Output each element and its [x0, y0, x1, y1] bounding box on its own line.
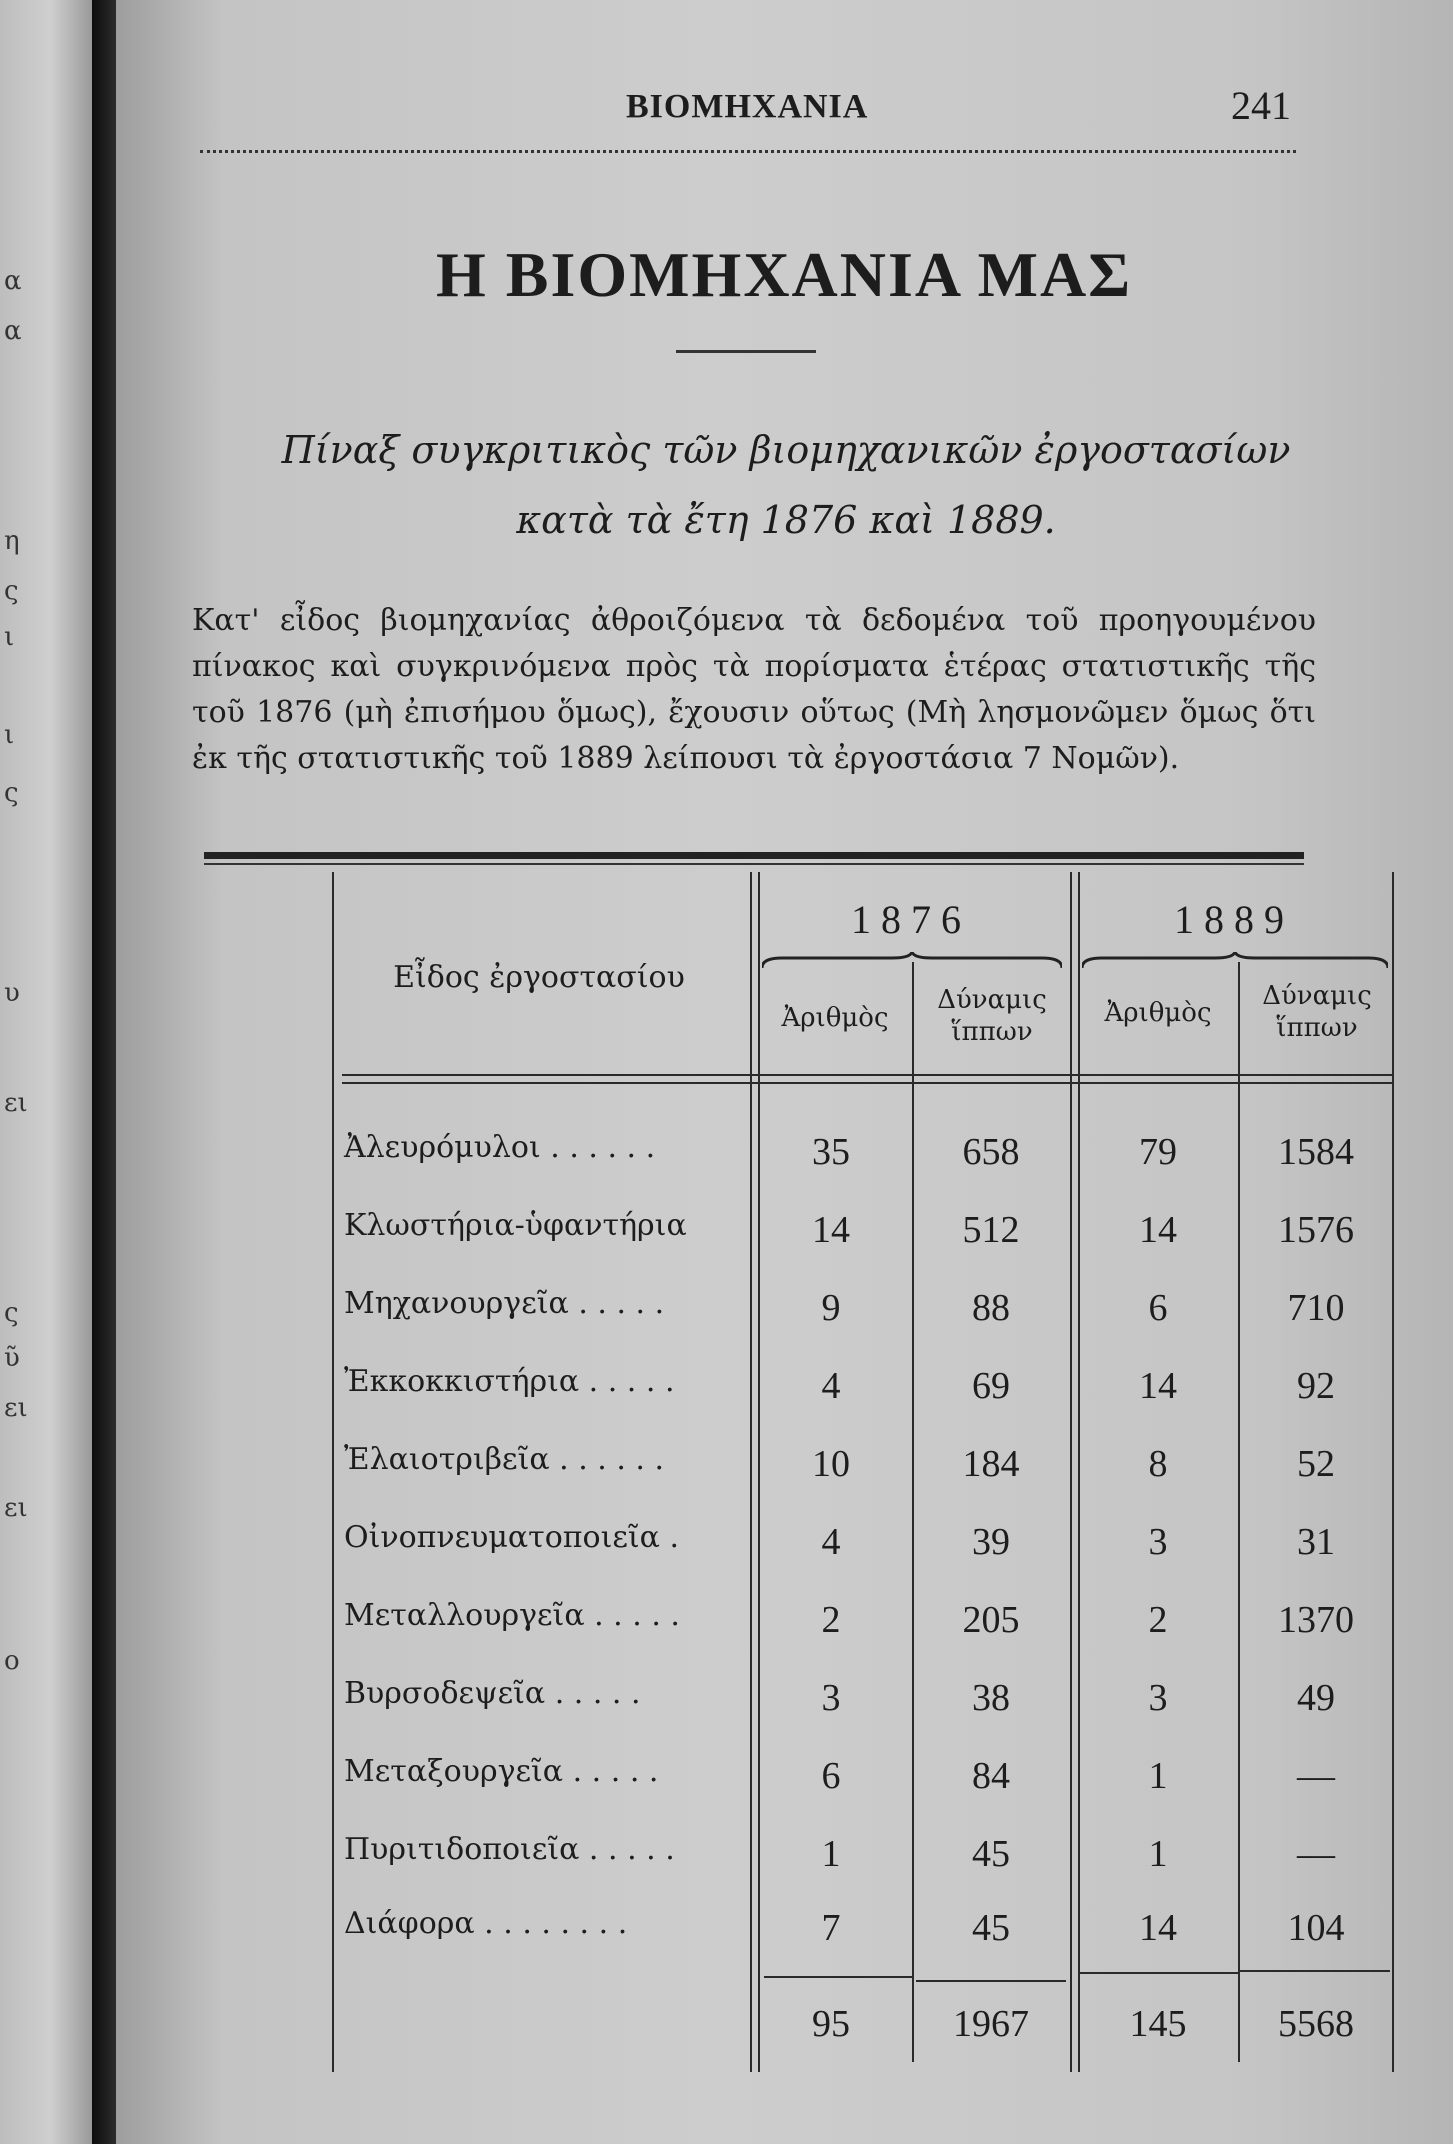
subheader-power-word: Δύναμις	[1262, 981, 1372, 1011]
column-header-1876: 1876	[851, 897, 971, 942]
margin-fragment: ς	[4, 778, 19, 808]
cell-power-1876: 512	[962, 1209, 1020, 1251]
cell-power-1889: 49	[1297, 1677, 1335, 1719]
row-label: Κλωστήρια-ὑφαντήρια	[344, 1208, 687, 1243]
cell-count-1889: 14	[1139, 1209, 1177, 1251]
previous-page-edge	[0, 0, 92, 2144]
margin-fragment: ῦ	[4, 1343, 20, 1373]
totals-rule	[764, 1976, 914, 1978]
cell-count-1876: 1	[821, 1833, 841, 1875]
subheader-power-1889	[1242, 980, 1392, 1044]
table-row	[204, 1754, 1335, 1814]
margin-fragment: ς	[4, 576, 19, 606]
cell-count-1889: 2	[1148, 1599, 1168, 1641]
cell-power-1876: 205	[962, 1599, 1020, 1641]
row-label: Οἰνοπνευματοποιεῖα .	[344, 1520, 679, 1555]
table-row	[204, 1906, 1345, 1966]
table-top-thin-rule	[204, 863, 1304, 865]
cell-count-1889: 14	[1139, 1365, 1177, 1407]
cell-power-1889: 710	[1287, 1287, 1345, 1329]
cell-count-1889: 8	[1148, 1443, 1168, 1485]
cell-power-1889: 92	[1297, 1365, 1335, 1407]
subtitle-line-2: κατὰ τὰ ἔτη 1876 καὶ 1889.	[516, 498, 1056, 542]
divider-1889-inner	[1238, 962, 1240, 2062]
cell-count-1876: 3	[821, 1677, 841, 1719]
margin-fragment: ι	[4, 720, 15, 750]
cell-power-1876: 88	[972, 1287, 1010, 1329]
cell-power-1876: 45	[972, 1907, 1010, 1949]
table-row	[204, 1598, 1354, 1658]
cell-count-1876: 4	[821, 1521, 841, 1563]
cell-count-1889: 6	[1148, 1287, 1168, 1329]
cell-power-1889: 1584	[1278, 1131, 1354, 1173]
row-label: Μηχανουργεῖα . . . . .	[344, 1286, 665, 1321]
table-right-border	[1392, 872, 1394, 2072]
margin-fragment: υ	[4, 978, 20, 1008]
margin-fragment: η	[4, 526, 20, 556]
margin-fragment: ς	[4, 1298, 19, 1328]
table-row	[204, 1520, 1335, 1580]
intro-paragraph: Κατ' εἶδος βιομηχανίας ἀθροιζόμενα τὰ δεδομένα τοῦ προηγουμένου πίνακος καὶ συγκρινόμενα πρὸς τὰ πορίσματα ἑτέρας στατιστικῆς τῆς τοῦ 1876 (μὴ ἐπισήμου ὅμως), ἔχουσιν οὕτως (Μὴ λησμονῶμεν ὅμως ὅτι ἐκ τῆς στατιστικῆς τοῦ 1889 λείπουσι τὰ ἐργοστάσια 7 Νομῶν).	[192, 603, 1316, 776]
subheader-horses-word: ἵππων	[951, 1017, 1033, 1047]
margin-fragment: α	[4, 266, 22, 296]
row-label: Ἐκκοκκιστήρια . . . . .	[344, 1364, 675, 1399]
cell-power-1876: 38	[972, 1677, 1010, 1719]
cell-count-1876: 9	[821, 1287, 841, 1329]
subheader-power-word: Δύναμις	[937, 985, 1047, 1015]
cell-power-1876: 84	[972, 1755, 1010, 1797]
book-gutter	[92, 0, 116, 2144]
cell-power-1889: —	[1297, 1833, 1335, 1875]
cell-count-1876: 14	[812, 1209, 850, 1251]
book-page	[116, 0, 1453, 2144]
cell-count-1889: 1	[1148, 1755, 1168, 1797]
totals-row	[204, 2002, 1354, 2062]
brace-1876	[762, 952, 1062, 970]
table-row	[204, 1364, 1335, 1424]
cell-count-1889: 3	[1148, 1677, 1168, 1719]
cell-power-1889: 1576	[1278, 1209, 1354, 1251]
cell-count-1876: 6	[821, 1755, 841, 1797]
cell-power-1889: —	[1297, 1755, 1335, 1797]
cell-count-1889: 79	[1139, 1131, 1177, 1173]
table-row	[204, 1832, 1335, 1892]
cell-power-1876: 184	[962, 1443, 1020, 1485]
column-header-1889: 1889	[1174, 897, 1294, 942]
table-row	[204, 1208, 1354, 1268]
row-label: Μεταξουργεῖα . . . . .	[344, 1754, 659, 1789]
title-rule	[676, 350, 816, 353]
header-rule	[200, 150, 1296, 153]
margin-fragment: ει	[4, 1088, 28, 1118]
table-top-rule	[204, 852, 1304, 859]
cell-power-1876: 39	[972, 1521, 1010, 1563]
totals-rule	[1078, 1972, 1238, 1974]
table-row	[204, 1286, 1345, 1346]
page-title: Η ΒΙΟΜΗΧΑΝΙΑ ΜΑΣ	[435, 239, 1133, 310]
cell-power-1889: 31	[1297, 1521, 1335, 1563]
totals-rule	[1240, 1970, 1390, 1972]
total-count-1876: 95	[812, 2003, 850, 2045]
row-label: Ἐλαιοτριβεῖα . . . . . .	[344, 1442, 665, 1477]
subheader-power-1876	[916, 984, 1068, 1048]
comparison-table	[204, 852, 1372, 2082]
table-row	[204, 1676, 1335, 1736]
cell-count-1889: 14	[1139, 1907, 1177, 1949]
table-row	[204, 1442, 1335, 1502]
cell-count-1876: 7	[821, 1907, 841, 1949]
subheader-horses-word: ἵππων	[1276, 1013, 1358, 1043]
running-header-title: ΒΙΟΜΗΧΑΝΙΑ	[626, 88, 869, 125]
cell-power-1889: 52	[1297, 1443, 1335, 1485]
cell-count-1876: 2	[821, 1599, 841, 1641]
subheader-count-1889: Ἀριθμὸς	[1104, 998, 1212, 1028]
total-power-1876: 1967	[953, 2003, 1029, 2045]
total-count-1889: 145	[1129, 2003, 1187, 2045]
row-label: Βυρσοδεψεῖα . . . . .	[344, 1676, 641, 1711]
margin-fragment: ει	[4, 1493, 28, 1523]
cell-power-1876: 658	[962, 1131, 1020, 1173]
margin-fragment: ει	[4, 1393, 28, 1423]
cell-count-1876: 35	[812, 1131, 850, 1173]
margin-fragment: ι	[4, 622, 15, 652]
totals-rule	[916, 1980, 1066, 1982]
cell-count-1889: 1	[1148, 1833, 1168, 1875]
cell-power-1876: 69	[972, 1365, 1010, 1407]
cell-count-1889: 3	[1148, 1521, 1168, 1563]
table-row	[204, 1130, 1354, 1190]
brace-1889	[1082, 952, 1388, 970]
row-label: Ἀλευρόμυλοι . . . . . .	[344, 1130, 656, 1165]
cell-power-1889: 104	[1287, 1907, 1345, 1949]
cell-power-1876: 45	[972, 1833, 1010, 1875]
column-header-type: Εἶδος ἐργοστασίου	[393, 960, 685, 995]
row-label: Πυριτιδοποιεῖα . . . . .	[344, 1832, 675, 1867]
page-number: 241	[1231, 83, 1291, 128]
margin-fragment: ο	[4, 1646, 20, 1676]
cell-power-1889: 1370	[1278, 1599, 1354, 1641]
subtitle-line-1: Πίναξ συγκριτικὸς τῶν βιομηχανικῶν ἐργοστασίων	[281, 428, 1291, 472]
subheader-count-1876: Ἀριθμὸς	[781, 1003, 889, 1033]
header-bottom-rule	[342, 1074, 1392, 1084]
cell-count-1876: 10	[812, 1443, 850, 1485]
row-label: Διάφορα . . . . . . . .	[344, 1906, 628, 1941]
divider-1876-inner	[912, 962, 914, 2062]
margin-fragment: α	[4, 316, 22, 346]
total-power-1889: 5568	[1278, 2003, 1354, 2045]
cell-count-1876: 4	[821, 1365, 841, 1407]
row-label: Μεταλλουργεῖα . . . . .	[344, 1598, 680, 1633]
